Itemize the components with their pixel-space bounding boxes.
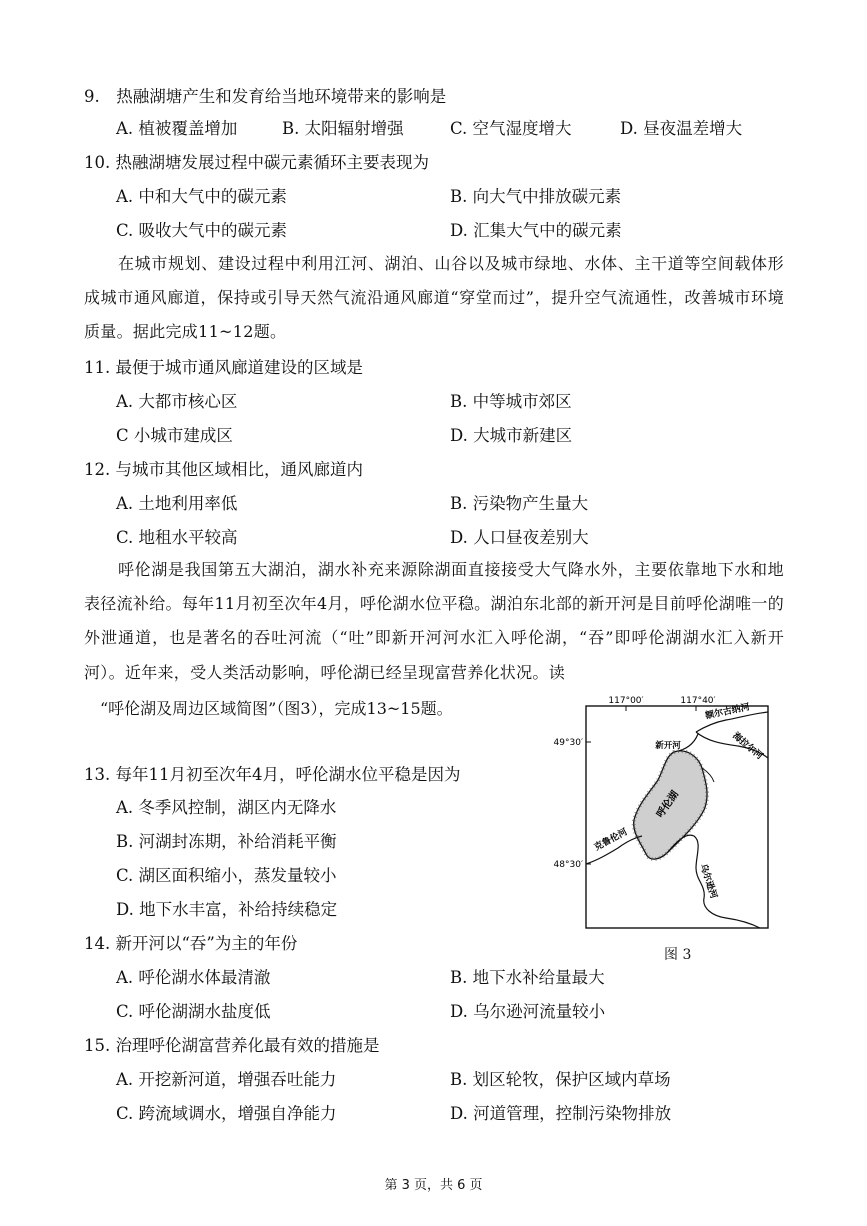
question-11-stem: 11. 最便于城市通风廊道建设的区域是: [84, 358, 363, 377]
question-10-stem: 10. 热融湖塘发展过程中碳元素循环主要表现为: [84, 153, 429, 172]
q13-option-b: B. 河湖封冻期，补给消耗平衡: [116, 832, 337, 851]
q15-option-d: D. 河道管理，控制污染物排放: [450, 1104, 672, 1123]
q9-option-c: C. 空气湿度增大: [450, 119, 572, 138]
q11-option-b: B. 中等城市郊区: [450, 392, 572, 411]
q9-option-b: B. 太阳辐射增强: [282, 119, 404, 138]
label-hulun-lake: 呼伦湖: [654, 789, 682, 821]
question-14-stem: 14. 新开河以“吞”为主的年份: [84, 934, 298, 953]
q10-option-b: B. 向大气中排放碳元素: [450, 187, 622, 206]
lat-label-48-30: 48°30′: [553, 860, 583, 870]
q13-option-c: C. 湖区面积缩小，蒸发量较小: [116, 866, 337, 885]
question-9-stem: 9. 热融湖塘产生和发育给当地环境带来的影响是: [84, 87, 447, 106]
question-13-stem: 13. 每年11月初至次年4月，呼伦湖水位平稳是因为: [84, 765, 461, 784]
q13-option-d: D. 地下水丰富，补给持续稳定: [116, 900, 338, 919]
passage-hulun-lake: 呼伦湖是我国第五大湖泊，湖水补充来源除湖面直接接受大气降水外，主要依靠地下水和地表径流补给。每年11月初至次年4月，呼伦湖水位平稳。湖泊东北部的新开河是目前呼伦湖唯一的外泄通道，也是著名的吞吐河流（“吐”即新开河河水汇入呼伦湖，“吞”即呼伦湖湖水汇入新开河）。近年来，受人类活动影响，呼伦湖已经呈现富营养化状况。读: [84, 560, 784, 682]
q11-option-c: C 小城市建成区: [116, 426, 233, 445]
q12-option-c: C. 地租水平较高: [116, 528, 238, 547]
q12-option-b: B. 污染物产生量大: [450, 494, 589, 513]
question-15-stem: 15. 治理呼伦湖富营养化最有效的措施是: [84, 1036, 380, 1055]
label-ergun-river: 额尔古纳河: [704, 702, 751, 722]
figure-caption: 图 3: [664, 947, 692, 963]
q14-option-a: A. 呼伦湖水体最清澈: [116, 968, 271, 987]
q15-option-a: A. 开挖新河道，增强吞吐能力: [116, 1070, 337, 1089]
label-hailar-river: 海拉尔河: [730, 731, 765, 762]
passage-hulun-lake-last-line: “呼伦湖及周边区域简图”（图3），完成13~15题。: [100, 699, 453, 718]
q9-option-d: D. 昼夜温差增大: [620, 119, 743, 138]
label-orxon-river: 乌尔逊河: [697, 862, 719, 901]
q14-option-c: C. 呼伦湖湖水盐度低: [116, 1002, 271, 1021]
q10-option-a: A. 中和大气中的碳元素: [116, 187, 287, 206]
q12-option-a: A. 土地利用率低: [116, 494, 238, 513]
q11-option-a: A. 大都市核心区: [116, 392, 238, 411]
page-number-footer: 第 3 页，共 6 页: [384, 1178, 483, 1193]
label-kerulen-river: 克鲁伦河: [592, 827, 630, 854]
hulun-lake-map: [546, 692, 776, 942]
q9-option-a: A. 植被覆盖增加: [116, 119, 238, 138]
label-xinkai-river: 新开河: [655, 741, 681, 751]
q12-option-d: D. 人口昼夜差别大: [450, 528, 589, 547]
passage-ventilation-corridor: 在城市规划、建设过程中利用江河、湖泊、山谷以及城市绿地、水体、主干道等空间载体形成城市通风廊道，保持或引导天然气流沿通风廊道“穿堂而过”，提升空气流通性，改善城市环境质量。据此完成11~12题。: [84, 254, 784, 342]
q10-option-d: D. 汇集大气中的碳元素: [450, 221, 622, 240]
q11-option-d: D. 大城市新建区: [450, 426, 573, 445]
lat-label-49-30: 49°30′: [553, 738, 583, 748]
q14-option-b: B. 地下水补给量最大: [450, 968, 605, 987]
q15-option-c: C. 跨流域调水，增强自净能力: [116, 1104, 337, 1123]
q15-option-b: B. 划区轮牧，保护区域内草场: [450, 1070, 671, 1089]
lon-label-117-40: 117°40′: [680, 696, 716, 706]
q13-option-a: A. 冬季风控制，湖区内无降水: [116, 798, 337, 817]
q14-option-d: D. 乌尔逊河流量较小: [450, 1002, 606, 1021]
q10-option-c: C. 吸收大气中的碳元素: [116, 221, 288, 240]
question-12-stem: 12. 与城市其他区域相比，通风廊道内: [84, 460, 363, 479]
lon-label-117-00: 117°00′: [608, 696, 644, 706]
